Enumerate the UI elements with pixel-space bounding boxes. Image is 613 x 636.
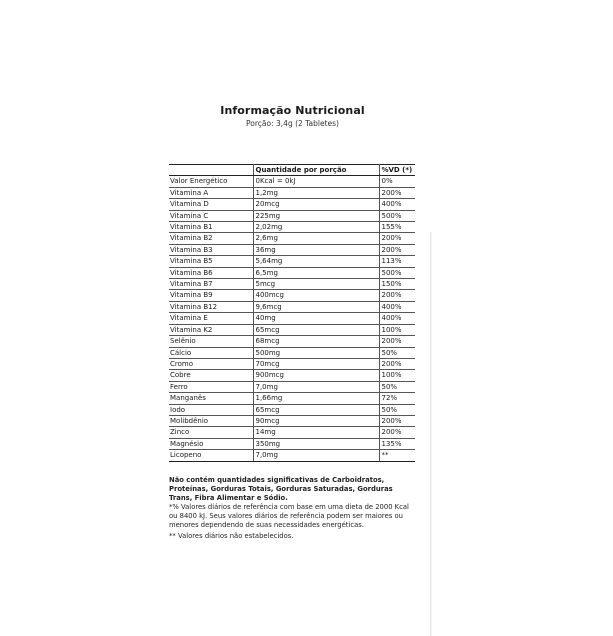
nutrient-name: Iodo: [169, 404, 253, 415]
nutrient-quantity: 2,02mg: [253, 222, 379, 233]
nutrient-daily-value: 200%: [379, 427, 415, 438]
table-row: [169, 279, 415, 290]
nutrient-quantity: 5,64mg: [253, 256, 379, 267]
nutrient-daily-value: 135%: [379, 438, 415, 449]
nutrient-name: Vitamina B5: [169, 256, 253, 267]
nutrient-name: Vitamina C: [169, 210, 253, 221]
nutrient-quantity: 0Kcal = 0kJ: [253, 176, 379, 187]
nutrient-quantity: 68mcg: [253, 336, 379, 347]
nutrient-quantity: 350mg: [253, 438, 379, 449]
nutrient-name: Molibdênio: [169, 415, 253, 426]
table-row: [169, 393, 415, 404]
nutrient-daily-value: 150%: [379, 279, 415, 290]
table-row: [169, 438, 415, 449]
nutrient-daily-value: 200%: [379, 290, 415, 301]
nutrient-quantity: 9,6mcg: [253, 301, 379, 312]
nutrient-quantity: 14mg: [253, 427, 379, 438]
nutrient-quantity: 7,0mg: [253, 381, 379, 392]
nutrient-quantity: 1,2mg: [253, 187, 379, 198]
header-daily-value: %VD (*): [379, 165, 415, 176]
label-title: Informação Nutricional: [220, 104, 365, 117]
nutrient-name: Valor Energético: [169, 176, 253, 187]
table-row: [169, 301, 415, 312]
header-nutrient: [169, 165, 253, 176]
table-row: [169, 450, 415, 461]
nutrient-name: Vitamina B12: [169, 301, 253, 312]
nutrient-name: Vitamina E: [169, 313, 253, 324]
nutrient-quantity: 36mg: [253, 244, 379, 255]
table-row: [169, 199, 415, 210]
nutrient-daily-value: 200%: [379, 415, 415, 426]
nutrient-daily-value: 50%: [379, 381, 415, 392]
nutrient-name: Magnésio: [169, 438, 253, 449]
table-row: [169, 256, 415, 267]
table-row: [169, 404, 415, 415]
table-row: [169, 415, 415, 426]
table-row: [169, 381, 415, 392]
table-row: [169, 187, 415, 198]
nutrient-name: Cálcio: [169, 347, 253, 358]
table-row: [169, 176, 415, 187]
nutrient-daily-value: 500%: [379, 210, 415, 221]
nutrient-quantity: 65mcg: [253, 324, 379, 335]
nutrient-daily-value: 0%: [379, 176, 415, 187]
nutrient-daily-value: 400%: [379, 301, 415, 312]
nutrient-daily-value: 400%: [379, 313, 415, 324]
nutrient-quantity: 400mcg: [253, 290, 379, 301]
nutrient-quantity: 7,0mg: [253, 450, 379, 461]
nutrient-quantity: 225mg: [253, 210, 379, 221]
note-reference-values: *% Valores diários de referência com base em uma dieta de 2000 Kcal ou 8400 kJ. Seus valores diários de referência podem ser maiores ou menores dependendo de suas necessidades energéticas.: [169, 503, 409, 530]
nutrient-quantity: 900mcg: [253, 370, 379, 381]
nutrient-name: Vitamina B1: [169, 222, 253, 233]
table-row: [169, 244, 415, 255]
table-row: [169, 233, 415, 244]
table-row: [169, 324, 415, 335]
nutrient-daily-value: 100%: [379, 324, 415, 335]
nutrient-name: Vitamina B2: [169, 233, 253, 244]
table-row: [169, 347, 415, 358]
nutrient-name: Vitamina D: [169, 199, 253, 210]
nutrient-name: Licopeno: [169, 450, 253, 461]
nutrient-daily-value: 400%: [379, 199, 415, 210]
serving-size: Porção: 3,4g (2 Tabletes): [246, 119, 339, 128]
nutrient-name: Cobre: [169, 370, 253, 381]
nutrient-daily-value: 155%: [379, 222, 415, 233]
table-header-row: [169, 165, 415, 176]
nutrient-daily-value: 200%: [379, 233, 415, 244]
table-row: [169, 210, 415, 221]
table-row: [169, 427, 415, 438]
table-row: [169, 267, 415, 278]
note-not-significant: Não contém quantidades significativas de Carboidratos, Proteínas, Gorduras Totais, Gorduras Saturadas, Gorduras Trans, Fibra Alimentar e Sódio.: [169, 476, 393, 503]
nutrient-quantity: 5mcg: [253, 279, 379, 290]
table-row: [169, 290, 415, 301]
nutrient-quantity: 40mg: [253, 313, 379, 324]
nutrient-name: Vitamina B9: [169, 290, 253, 301]
nutrient-name: Vitamina B7: [169, 279, 253, 290]
nutrient-name: Selênio: [169, 336, 253, 347]
table-row: [169, 336, 415, 347]
nutrient-quantity: 6,5mg: [253, 267, 379, 278]
nutrient-daily-value: **: [379, 450, 415, 461]
table-row: [169, 370, 415, 381]
table-row: [169, 222, 415, 233]
nutrient-name: Ferro: [169, 381, 253, 392]
page-edge-shadow: [430, 232, 432, 636]
nutrient-daily-value: 200%: [379, 358, 415, 369]
nutrient-name: Vitamina B6: [169, 267, 253, 278]
table-row: [169, 313, 415, 324]
nutrient-quantity: 500mg: [253, 347, 379, 358]
nutrient-quantity: 2,6mg: [253, 233, 379, 244]
nutrient-daily-value: 50%: [379, 404, 415, 415]
nutrient-name: Cromo: [169, 358, 253, 369]
header-quantity: Quantidade por porção: [253, 165, 379, 176]
nutrient-quantity: 20mcg: [253, 199, 379, 210]
nutrient-daily-value: 200%: [379, 244, 415, 255]
nutrient-name: Vitamina A: [169, 187, 253, 198]
note-not-established: ** Valores diários não estabelecidos.: [169, 532, 294, 540]
nutrient-quantity: 65mcg: [253, 404, 379, 415]
nutrient-daily-value: 113%: [379, 256, 415, 267]
nutrient-name: Vitamina B3: [169, 244, 253, 255]
table-row: [169, 358, 415, 369]
nutrient-name: Zinco: [169, 427, 253, 438]
nutrient-quantity: 1,66mg: [253, 393, 379, 404]
nutrient-daily-value: 200%: [379, 336, 415, 347]
nutrient-daily-value: 50%: [379, 347, 415, 358]
nutrient-daily-value: 72%: [379, 393, 415, 404]
nutrient-daily-value: 200%: [379, 187, 415, 198]
nutrient-name: Vitamina K2: [169, 324, 253, 335]
nutrient-daily-value: 100%: [379, 370, 415, 381]
nutrient-daily-value: 500%: [379, 267, 415, 278]
nutrient-quantity: 70mcg: [253, 358, 379, 369]
nutrient-quantity: 90mcg: [253, 415, 379, 426]
nutrition-table: [169, 164, 415, 462]
nutrient-name: Manganês: [169, 393, 253, 404]
